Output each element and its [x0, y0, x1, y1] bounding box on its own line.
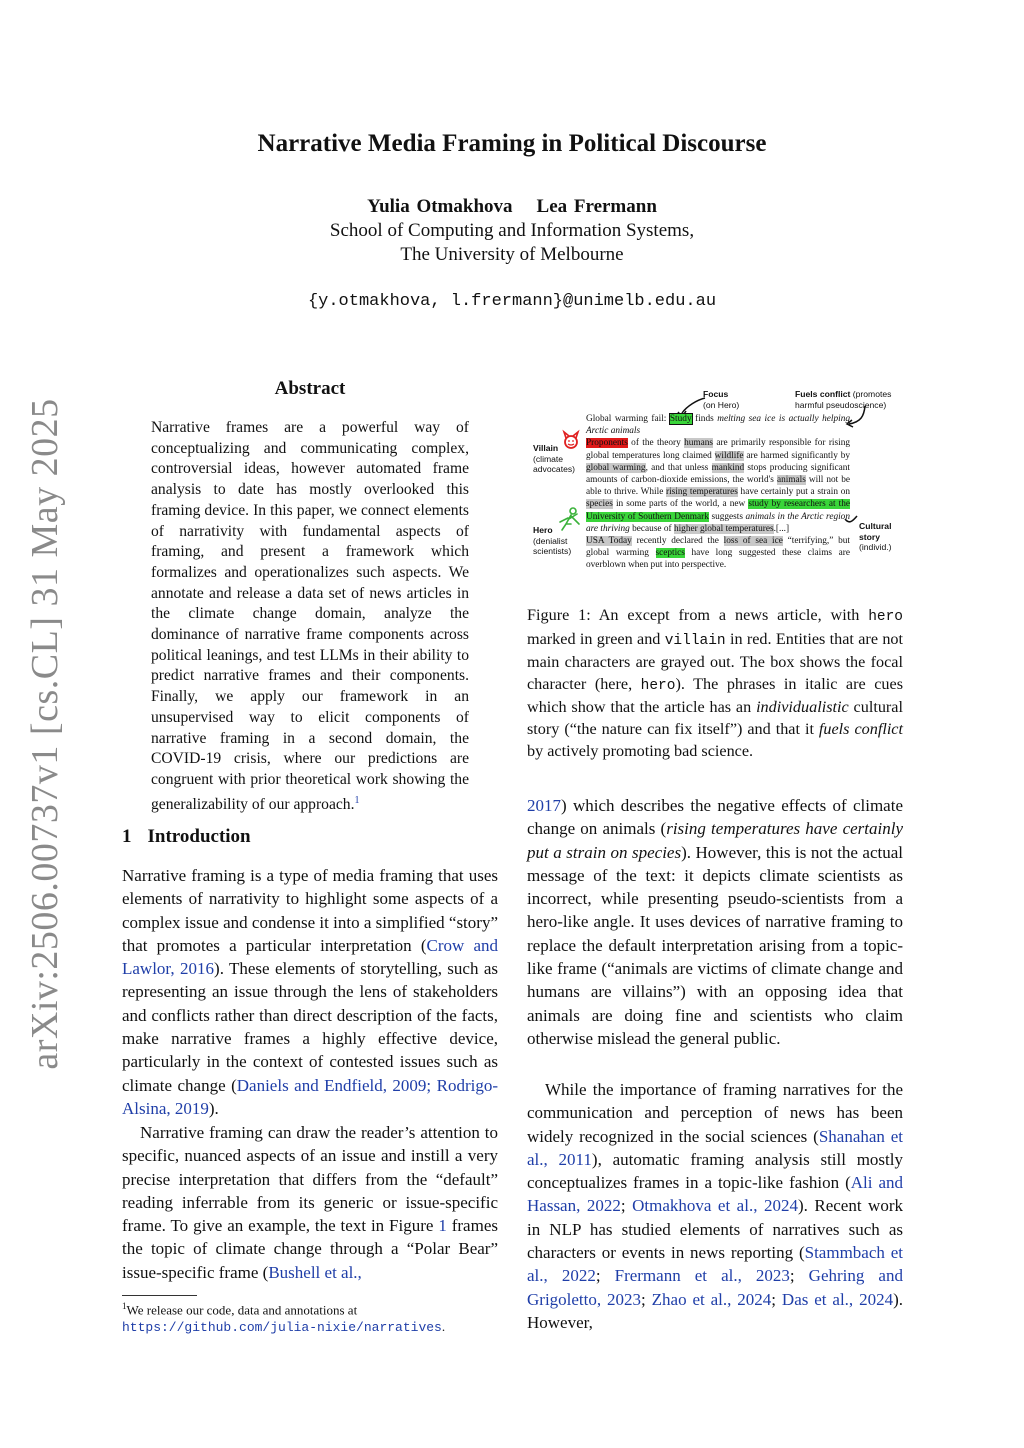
focus-label: [703, 389, 739, 410]
citation-link[interactable]: Daniels and Endfield, 2009; Rodrigo-Alsina, 2019: [122, 1075, 498, 1118]
section-number: 1: [122, 826, 132, 847]
label-title: Cultural: [859, 521, 892, 531]
excerpt-run: Global warming fail:: [586, 414, 670, 424]
footnote-number: 1: [122, 1301, 127, 1311]
caption-run: ). The phrases in italic are cues which show that the article has an: [527, 674, 903, 717]
label-title: Villain: [533, 443, 559, 453]
citation-link[interactable]: Otmakhova et al., 2024: [632, 1196, 798, 1216]
villain-entity: Proponents: [586, 438, 628, 449]
citation-link[interactable]: Das et al., 2024: [781, 1289, 894, 1309]
figure-1-caption: [527, 605, 903, 762]
text-run: ) which describes the negative effects of climate change on animals (: [527, 796, 903, 839]
grayed-entity: rising temperatures: [666, 487, 738, 498]
label-title: Hero: [533, 525, 553, 535]
text-run: ;: [620, 1196, 633, 1216]
villain-label: [533, 443, 575, 475]
section-title: Introduction: [147, 826, 251, 847]
caption-code: hero: [868, 609, 903, 625]
section-heading: [122, 826, 251, 848]
caption-run: by actively promoting bad science.: [527, 741, 754, 760]
grayed-entity: mankind: [711, 462, 745, 473]
label-subtitle: (promotes: [850, 389, 892, 399]
grayed-entity: USA Today: [586, 536, 632, 547]
cultural-story-label: [859, 521, 891, 553]
grayed-entity: loss of sea ice: [723, 536, 783, 547]
hero-label: [533, 525, 571, 557]
text-run: ). However, this is not the actual message of the text: it depicts climate scientists as incorrect, while presenting pseudo-scientists from a hero-like angle. It uses devices of narrative framing to replace the default interpretation arising from a topic-like frame (“animals are victims of climate change and humans are villains”) with an opposing idea that animals are doing fine and scientists who claim otherwise mislead the general public.: [527, 842, 903, 1048]
text-run: ), automatic framing analysis still mostly conceptualizes frames in a topic-like fashion (: [527, 1149, 903, 1193]
excerpt-run: “terrifying,” but global warming: [586, 536, 850, 559]
author-name: Lea Frermann: [536, 196, 657, 217]
intro-paragraph-continued: [527, 794, 903, 1050]
excerpt-run: will not be able to thrive. While: [586, 475, 851, 498]
excerpt-run: have certainly put a strain on: [737, 487, 850, 498]
grayed-entity: animals: [776, 475, 806, 486]
citation-link[interactable]: Ali and Hassan, 2022: [527, 1173, 903, 1216]
text-run: frames the topic of climate change through a “Polar Bear” issue-specific frame (: [122, 1216, 498, 1282]
hero-entity-focus: Study: [669, 414, 692, 424]
italic-quote: rising temperatures have certainly put a strain on species: [527, 819, 903, 862]
footnote-url-link[interactable]: https://github.com/julia-nixie/narratives: [122, 1320, 442, 1336]
footnote-text: We release our code, data and annotations at: [126, 1302, 358, 1318]
footnote-end: .: [441, 1319, 446, 1335]
author-name: Yulia Otmakhova: [367, 196, 513, 217]
caption-run: in red. Entities that are not main characters are grayed out. The box shows the focal character (here,: [527, 629, 904, 693]
footnote-divider: [122, 1295, 197, 1296]
caption-run: cultural story (“the nature can fix itself”) and that it: [527, 698, 903, 738]
abstract-heading: Abstract: [274, 378, 346, 399]
caption-italic: fuels conflict: [818, 719, 903, 738]
label-subtitle: advocates): [533, 464, 576, 474]
caption-run: Figure 1: An except from a news article, with: [527, 606, 869, 624]
text-run: Narrative framing can draw the reader’s attention to specific, nuanced aspects of an issue and instill a very precise interpretation that differs from the “default” reading inferrable from its generic or issue-specific frame. To give an example, the text in Figure: [122, 1123, 498, 1236]
citation-link[interactable]: Shanahan et al., 2011: [527, 1126, 904, 1169]
caption-italic: individualistic: [756, 698, 849, 717]
text-run: ;: [641, 1289, 652, 1309]
arxiv-identifier: arXiv:2506.00737v1 [cs.CL] 31 May 2025: [24, 398, 66, 1070]
fuels-conflict-label: [795, 389, 891, 410]
text-run: Narrative framing is a type of media framing that uses elements of narrativity to highlight some aspects of a complex issue and condense it into a simplified “story” that promotes a particular interpretation (: [122, 866, 498, 955]
citation-link[interactable]: Zhao et al., 2024: [651, 1289, 772, 1309]
excerpt-run: are primarily responsible for rising global temperatures long claimed: [586, 438, 850, 461]
text-run: ;: [595, 1266, 615, 1286]
citation-link[interactable]: Frermann et al., 2023: [614, 1266, 790, 1286]
label-subtitle: harmful pseudoscience): [795, 399, 887, 410]
excerpt-run: suggests: [708, 511, 746, 522]
excerpt-run: in some parts of the world, a new: [612, 499, 749, 510]
author-emails: {y.otmakhova, l.frermann}@unimelb.edu.au: [307, 292, 717, 311]
intro-paragraph-2: [122, 1121, 498, 1284]
excerpt-run: .[...]: [773, 523, 790, 534]
cue-phrase: animals in the Arctic region are thriving: [586, 511, 850, 534]
excerpt-run: of the theory: [627, 438, 685, 449]
label-subtitle: (climate: [533, 453, 564, 464]
text-run: ).: [208, 1098, 219, 1118]
footnote-marker[interactable]: 1: [354, 794, 360, 806]
cue-phrase: melting sea ice is actually helping Arctic animals: [586, 414, 850, 437]
figure-ref-link[interactable]: 1: [438, 1216, 447, 1236]
hero-entity: sceptics: [655, 548, 685, 559]
label-title: Fuels conflict: [795, 389, 851, 399]
text-run: ;: [789, 1266, 809, 1286]
footnote: [122, 1298, 498, 1336]
intro-paragraph-3: [527, 1078, 903, 1334]
abstract-paragraph: Narrative frames are a powerful way of conceptualizing and communicating complex, controversial ideas, however automated frame analysis to date has mostly overlooked this framing device. In this paper, we connect elements of narrativity with fundamental aspects of framing, and present a framework which formalizes and operationalizes such aspects. We annotate and release a data set of news articles in the climate change domain, analyze the dominance of narrative frame components across political leanings, and test LLMs in their ability to predict narrative frames and their components. Finally, we apply our framework in an unsupervised way to elicit components of narrative framing in a second domain, the COVID-19 crisis, where our predictions are congruent with prior theoretical work showing the generalizability of our approach.: [151, 419, 469, 813]
text-run: ). Recent work in NLP has studied elements of narratives such as characters or events in news reporting (: [527, 1196, 903, 1263]
grayed-entity: humans: [684, 438, 713, 449]
label-subtitle: scientists): [533, 546, 572, 556]
excerpt-run: finds: [691, 414, 718, 424]
abstract-text: [151, 418, 469, 816]
caption-code: hero: [640, 677, 676, 694]
label-subtitle: (individ.): [859, 542, 892, 552]
excerpt-run: have long suggested these claims are overblown when put into perspective.: [586, 548, 850, 571]
grayed-entity: wildlife: [714, 450, 744, 461]
excerpt-run: are harmed significantly by: [743, 450, 850, 461]
grayed-entity: higher global temperatures: [673, 523, 774, 534]
hero-entity: study by researchers at the University of Southern Denmark: [586, 499, 850, 522]
text-run: ). However,: [527, 1289, 903, 1332]
citation-link[interactable]: Crow and Lawlor, 2016: [122, 935, 499, 979]
label-title: story: [859, 531, 881, 542]
grayed-entity: global warming: [586, 462, 646, 473]
text-run: ;: [771, 1289, 782, 1309]
excerpt-run: recently declared the: [631, 536, 724, 547]
label-subtitle: (on Hero): [703, 399, 740, 410]
excerpt-run: because of: [629, 523, 674, 534]
grayed-entity: species: [586, 499, 613, 510]
text-run: While the importance of framing narratives for the communication and perception of news has been widely recognized in the social sciences (: [527, 1080, 903, 1146]
affiliation: The University of Melbourne: [400, 244, 624, 265]
label-subtitle: (denialist: [533, 535, 568, 546]
text-run: ). These elements of storytelling, such as representing an issue through the lens of stakeholders and conflicts rather than direct description of the facts, make narrative frames a highly effective device, particularly in the context of contested issues such as climate change (: [122, 959, 498, 1095]
caption-run: marked in green and: [527, 629, 665, 648]
author-list: [0, 196, 1024, 218]
citation-link[interactable]: Stammbach et al., 2022: [527, 1243, 903, 1286]
citation-link[interactable]: 2017: [527, 796, 561, 815]
paper-title: Narrative Media Framing in Political Discourse: [257, 130, 767, 157]
affiliation: School of Computing and Information Systems,: [329, 220, 695, 241]
excerpt-run: stops producing significant amounts of carbon-dioxide emissions, the world's: [586, 462, 850, 486]
citation-link[interactable]: Gehring and Grigoletto, 2023: [527, 1266, 903, 1309]
intro-paragraph-1: [122, 864, 498, 1120]
citation-link[interactable]: Bushell et al.,: [268, 1262, 362, 1282]
excerpt-run: , and that unless: [645, 462, 712, 473]
caption-code: villain: [664, 632, 726, 649]
label-title: Focus: [703, 389, 729, 399]
figure-1-excerpt: [586, 413, 850, 572]
